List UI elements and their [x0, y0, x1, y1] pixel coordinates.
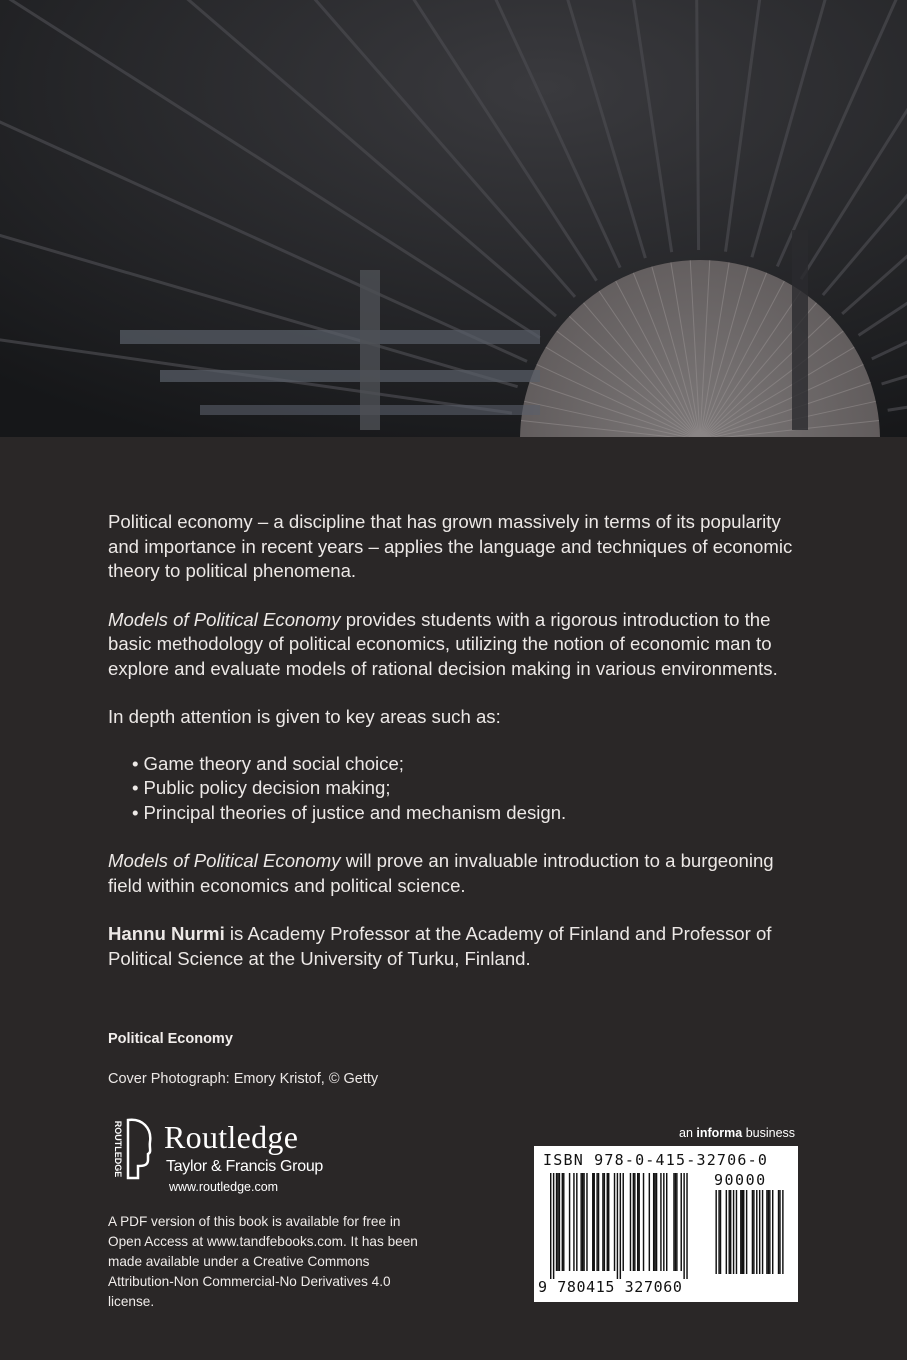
barcode-bar [562, 1173, 563, 1271]
barcode-bar [582, 1173, 583, 1271]
addon-bar [782, 1190, 783, 1274]
publisher-name: Routledge [164, 1119, 299, 1155]
addon-bar [726, 1190, 727, 1274]
addon-bar [752, 1190, 753, 1274]
author-bio [108, 922, 808, 971]
barcode-bar [563, 1173, 564, 1271]
barcode-bar [557, 1173, 558, 1271]
barcode-bar [607, 1173, 608, 1271]
barcode-bar [583, 1173, 584, 1271]
barcode-bar [634, 1173, 635, 1271]
barcode-bar [592, 1173, 593, 1271]
barcode-bar [559, 1173, 560, 1271]
author-name: Hannu Nurmi [108, 923, 225, 944]
barcode-bar [569, 1173, 570, 1271]
key-areas-list [108, 752, 808, 826]
series-label: Political Economy [108, 1031, 233, 1047]
open-access-note: A PDF version of this book is available for free in Open Access at www.tandfebooks.com. It has been made available under a Creative Commons Attribution-Non Commercial-No Derivatives 4.0 license. [108, 1214, 418, 1309]
author-bio-text: is Academy Professor at the Academy of Finland and Professor of Political Science at the University of Turku, Finland. [108, 923, 772, 969]
isbn-text: ISBN 978-0-415-32706-0 [543, 1151, 769, 1169]
list-intro: In depth attention is given to key areas such as: [108, 706, 501, 727]
publisher-url[interactable]: www.routledge.com [169, 1180, 279, 1194]
overview-paragraph [108, 608, 808, 682]
barcode-bar [653, 1173, 654, 1271]
barcode-bar [656, 1173, 657, 1271]
cover-credit: Cover Photograph: Emory Kristof, © Getty [108, 1071, 379, 1087]
list-item: • Public policy decision making; [132, 776, 808, 801]
addon-bar [759, 1190, 760, 1274]
barcode-bar [604, 1173, 605, 1271]
barcode-bar [675, 1173, 676, 1271]
barcode-bar [608, 1173, 609, 1271]
price-code: 90000 [714, 1171, 767, 1189]
barcode-bar [614, 1173, 615, 1271]
addon-bar [736, 1190, 737, 1274]
barcode-bar [654, 1173, 655, 1271]
barcode-bar [556, 1173, 557, 1271]
addon-bar [730, 1190, 731, 1274]
addon-bar [718, 1190, 719, 1274]
barcode-bar [638, 1173, 639, 1271]
publisher-group: Taylor & Francis Group [166, 1158, 324, 1175]
barcode-bar [666, 1173, 667, 1271]
addon-bar [733, 1190, 734, 1274]
informa-suffix: business [742, 1126, 796, 1140]
barcode-bar [553, 1173, 554, 1279]
addon-barcode-bars [714, 1190, 788, 1274]
isbn-barcode [534, 1146, 798, 1302]
informa-prefix: an [679, 1126, 697, 1140]
addon-bar [772, 1190, 773, 1274]
addon-bar [768, 1190, 769, 1274]
informa-brand: informa [696, 1126, 743, 1140]
barcode-bar [676, 1173, 677, 1271]
publisher-logo [108, 1116, 368, 1198]
ean-barcode-bars [550, 1173, 700, 1279]
addon-bar [729, 1190, 730, 1274]
barcode-bar [576, 1173, 577, 1271]
addon-bar [746, 1190, 747, 1274]
addon-bar [766, 1190, 767, 1274]
overview-text: provides students with a rigorous introduction to the basic methodology of political economics, utilizing the notion of economic man to explore and evaluate models of rational decision making in various environments. [108, 608, 778, 679]
addon-bar [740, 1190, 741, 1274]
barcode-bar [637, 1173, 638, 1271]
barcode-bar [586, 1173, 587, 1271]
addon-bar [715, 1190, 716, 1274]
list-item: • Principal theories of justice and mechanism design. [132, 801, 808, 826]
cover-photograph [0, 0, 907, 437]
logo-vertical-text: ROUTLEDGE [113, 1120, 123, 1178]
book-title: Models of Political Economy [108, 608, 341, 630]
addon-bar [743, 1190, 744, 1274]
barcode-bar [673, 1173, 674, 1271]
closing-text: will prove an invaluable introduction to a burgeoning field within economics and political science. [108, 850, 774, 896]
back-cover-description [108, 510, 808, 995]
barcode-bar [649, 1173, 650, 1271]
barcode-bar [683, 1173, 684, 1279]
addon-bar [720, 1190, 721, 1274]
addon-bar [778, 1190, 779, 1274]
barcode-bar [620, 1173, 621, 1279]
barcode-bar [630, 1173, 631, 1271]
barcode-bar [598, 1173, 599, 1271]
barcode-bar [686, 1173, 687, 1279]
barcode-bar [663, 1173, 664, 1271]
addon-bar [742, 1190, 743, 1274]
barcode-bar [643, 1173, 644, 1271]
barcode-bar [602, 1173, 603, 1271]
addon-bar [756, 1190, 757, 1274]
barcode-bar [660, 1173, 661, 1271]
addon-bar [762, 1190, 763, 1274]
barcode-bar [633, 1173, 634, 1271]
barcode-bar [596, 1173, 597, 1271]
cover-photograph-image [0, 0, 907, 437]
addon-bar [753, 1190, 754, 1274]
list-item: • Game theory and social choice; [132, 752, 808, 777]
barcode-bar [550, 1173, 551, 1279]
barcode-bar [580, 1173, 581, 1271]
barcode-bar [594, 1173, 595, 1271]
barcode-bar [573, 1173, 574, 1271]
book-title: Models of Political Economy [108, 850, 341, 871]
routledge-head-icon [108, 1116, 154, 1182]
addon-bar [779, 1190, 780, 1274]
barcode-bar [617, 1173, 618, 1279]
barcode-bar [681, 1173, 682, 1271]
informa-tagline [679, 1126, 795, 1140]
intro-paragraph: Political economy – a discipline that has grown massively in terms of its popularity and importance in recent years – applies the language and techniques of economic theory to political phenomena. [108, 511, 793, 581]
barcode-bar [623, 1173, 624, 1271]
addon-bar [769, 1190, 770, 1274]
closing-paragraph [108, 849, 808, 898]
ean-digits: 9 780415 327060 [538, 1278, 683, 1296]
